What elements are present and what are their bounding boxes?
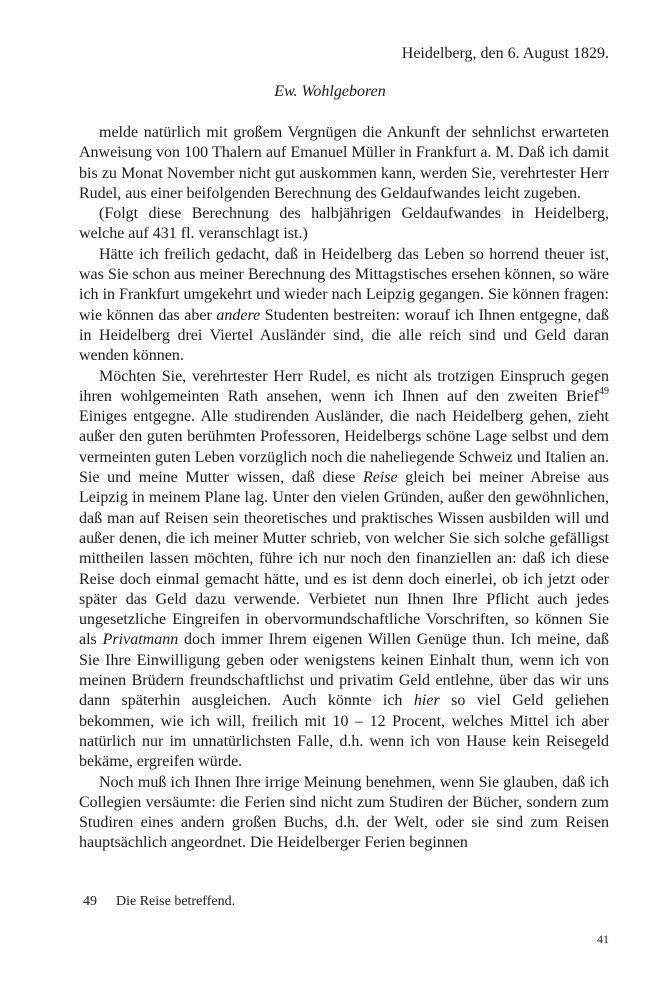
footnote-reference: 49 bbox=[599, 385, 609, 397]
paragraph-4-text-b: Einiges entgegne. Alle studirenden Ausländer, die nach Heidelberg gehen, zieht außer den guten berühmten Professoren, Heidelbergs schöne Lage selbst und dem vermeinten guten Leben vorzüglich noch die naheliegende Schweiz und Italien an. Sie und meine Mutter wissen, daß diese bbox=[79, 408, 609, 487]
paragraph-4-text-e: so viel Geld geliehen bekommen, wie ich will, freilich mit 10 – 12 Procent, welches Mittel ich aber natürlich nur im unnatürlichsten Falle, d.h. wenn ich von Hause kein Reisegeld bekäme, ergreifen würde. bbox=[79, 692, 610, 771]
paragraph-4-emphasis-privatmann: Privatmann bbox=[102, 631, 179, 649]
footnote bbox=[83, 893, 235, 911]
footnote-text: Die Reise betreffend. bbox=[116, 894, 236, 909]
paragraph-3-emphasis: andere bbox=[216, 306, 261, 324]
footnote-number: 49 bbox=[83, 894, 97, 909]
paragraph-4 bbox=[79, 367, 609, 773]
letter-body bbox=[79, 123, 609, 854]
paragraph-5: Noch muß ich Ihnen Ihre irrige Meinung benehmen, wenn Sie glauben, daß ich Collegien versäumte: die Ferien sind nicht zum Studiren der Bücher, sondern zum Studiren eines andern großen Buchs, d.h. der Welt, oder sie sind zum Reisen hauptsächlich angeordnet. Die Heidelberger Ferien beginnen bbox=[79, 773, 609, 852]
paragraph-1: melde natürlich mit großem Vergnügen die Ankunft der sehnlichst erwarteten Anweisung von 100 Thalern auf Emanuel Müller in Frankfurt a. M. Daß ich damit bis zu Monat November nicht gut auskommen kann, werden Sie, verehrtester Herr Rudel, aus einer beifolgenden Berechnung des Geldaufwandes leicht zugeben. bbox=[79, 124, 609, 202]
paragraph-4-emphasis-reise: Reise bbox=[362, 469, 398, 487]
paragraph-4-emphasis-hier: hier bbox=[413, 692, 440, 710]
paragraph-3 bbox=[79, 245, 609, 367]
letter-dateline: Heidelberg, den 6. August 1829. bbox=[401, 45, 609, 62]
paragraph-4-text-a: Möchten Sie, verehrtester Herr Rudel, es nicht als trotzigen Einspruch gegen ihren wohlgemeinten Rath ansehen, wenn ich Ihnen auf den zweiten Brief bbox=[79, 367, 609, 405]
page-number: 41 bbox=[597, 932, 609, 946]
paragraph-3-text-a: Hätte ich freilich gedacht, daß in Heidelberg das Leben so horrend theuer ist, was Sie schon aus meiner Berechnung des Mittagstisches ersehen können, so wäre ich in Frankfurt umgekehrt und wieder nach Leipzig gegangen. Sie können fragen: wie können das aber bbox=[79, 245, 609, 324]
paragraph-4-text-c: gleich bei meiner Abreise aus Leipzig in meinem Plane lag. Unter den vielen Gründen, außer den gewöhnlichen, daß man auf Reisen sein theoretisches und praktisches Wissen ausbilden will und außer denen, die ich meiner Mutter schrieb, von welcher Sie sich solche gefälligst mittheilen lassen möchten, führe ich nur noch den finanziellen an: daß ich diese Reise doch einmal gemacht hätte, und es ist denn doch einerlei, ob ich jetzt oder später das Geld dazu verwende. Verbietet nun Ihnen Ihre Pflicht auch jedes ungesetzliche Eingreifen in obervormundschaftliche Vorschriften, so können Sie als bbox=[79, 469, 609, 649]
paragraph-2: (Folgt diese Berechnung des halbjährigen Geldaufwandes in Heidelberg, welche auf 431 fl. veranschlagt ist.) bbox=[79, 205, 609, 243]
paragraph-3-text-b: Studenten bestreiten: worauf ich Ihnen entgegne, daß in Heidelberg drei Viertel Ausländer sind, die alle reich sind und Geld daran wenden können. bbox=[79, 306, 609, 365]
paragraph-4-text-d: doch immer Ihrem eigenen Willen Genüge thun. Ich meine, daß Sie Ihre Einwilligung geben oder wenigstens keinen Einhalt thun, wenn ich von meinen Brüdern freundschaftlichst und privatim Geld entlehne, über das wir uns dann späterhin ausgleichen. Auch könnte ich bbox=[79, 631, 609, 710]
letter-salutation: Ew. Wohlgeboren bbox=[274, 83, 386, 100]
